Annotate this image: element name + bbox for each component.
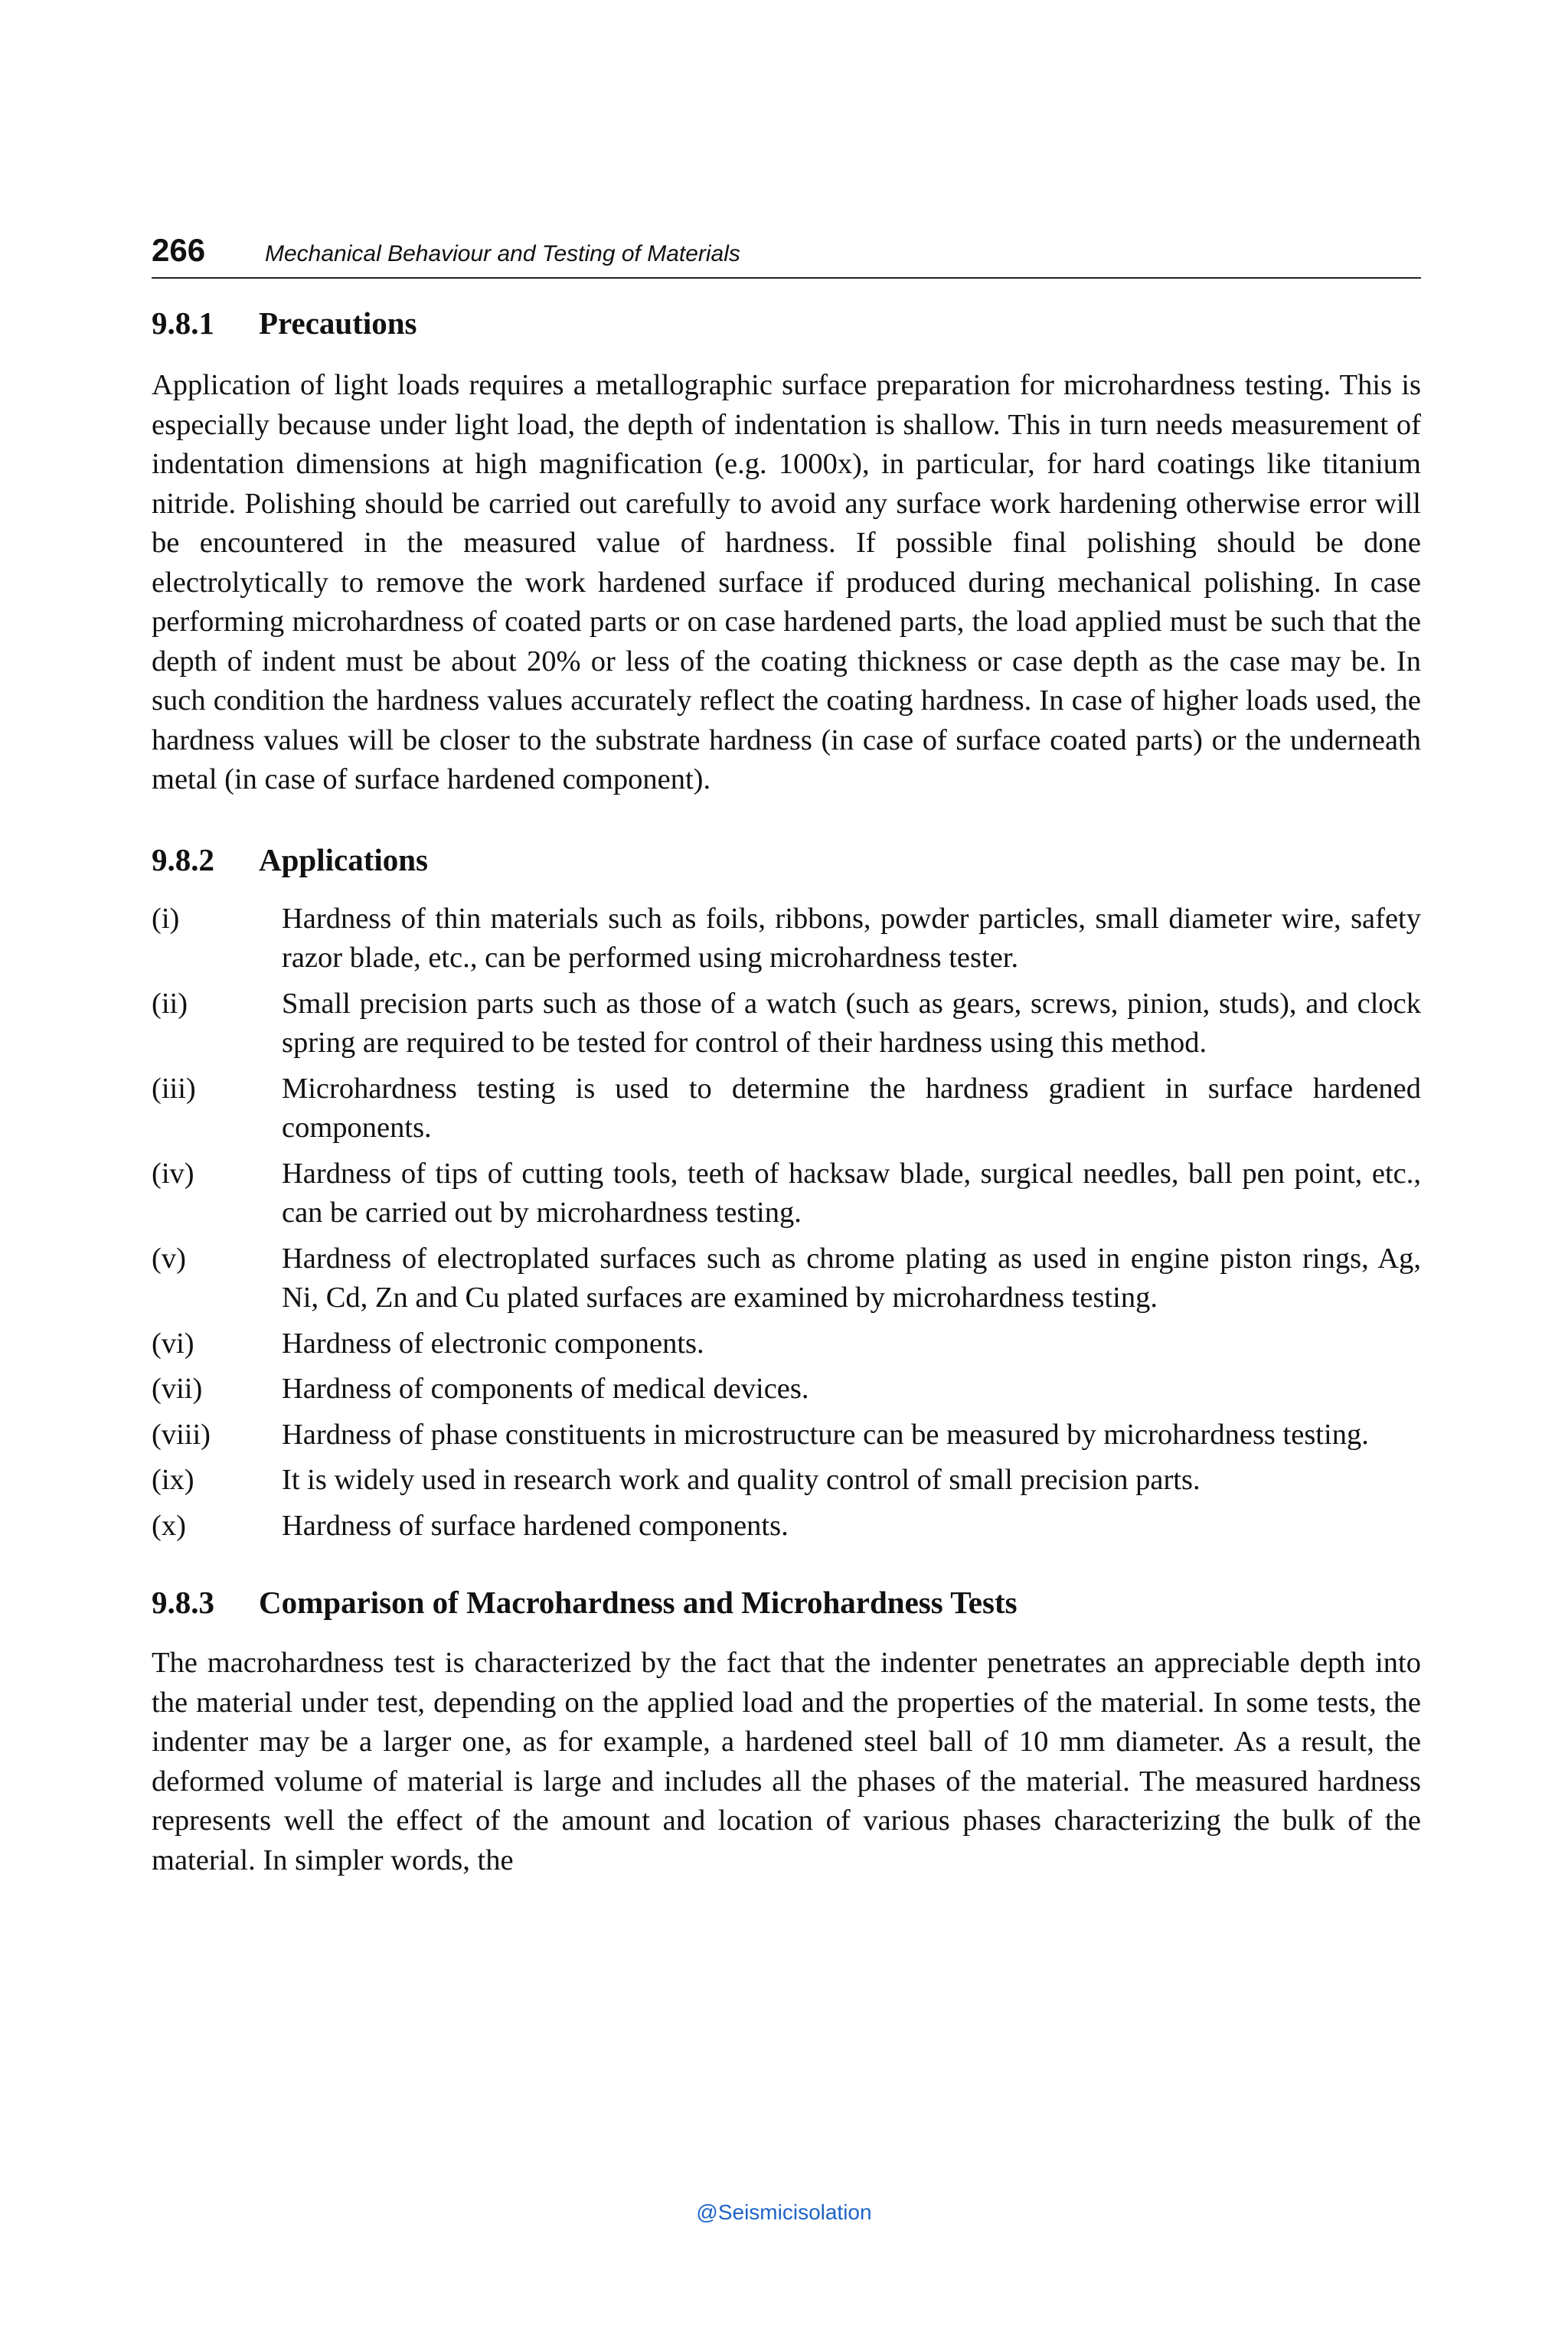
list-marker: (iii) xyxy=(152,1072,196,1105)
list-item-text: Hardness of tips of cutting tools, teeth of hacksaw blade, surgical needles, ball pen point, etc., can be carried out by microhardness testing. xyxy=(282,1157,1421,1229)
section-title: Applications xyxy=(259,841,428,877)
list-item xyxy=(152,1461,1421,1501)
list-item xyxy=(152,985,1421,1063)
list-item-text: Hardness of phase constituents in microstructure can be measured by microhardness testing. xyxy=(282,1418,1369,1451)
list-item-text: Hardness of components of medical devices. xyxy=(282,1373,809,1405)
section-heading-comparison xyxy=(152,1581,1421,1624)
section-number: 9.8.2 xyxy=(152,841,214,877)
list-item-text: It is widely used in research work and quality control of small precision parts. xyxy=(282,1464,1200,1496)
section-number: 9.8.3 xyxy=(152,1585,214,1620)
list-item-text: Hardness of surface hardened components. xyxy=(282,1509,789,1542)
list-item xyxy=(152,1070,1421,1148)
page-header xyxy=(152,228,1421,279)
page-body xyxy=(152,302,1421,1880)
list-item-text: Small precision parts such as those of a watch (such as gears, screws, pinion, studs), and clock spring are required to be tested for control of their hardness using this method. xyxy=(282,987,1421,1059)
precautions-paragraph: Application of light loads requires a metallographic surface preparation for microhardness testing. This is especially because under light load, the depth of indentation is shallow. This in turn needs measurement of indentation dimensions at high magnification (e.g. 1000x), in particular, for hard coatings like titanium nitride. Polishing should be carried out carefully to avoid any surface work hardening otherwise error will be encountered in the measured value of hardness. If possible final polishing should be done electrolytically to remove the work hardened surface if produced during mechanical polishing. In case performing microhardness of coated parts or on case hardened parts, the load applied must be such that the depth of indent must be about 20% or less of the coating thickness or case depth as the case may be. In such condition the hardness values accurately reflect the coating hardness. In case of higher loads used, the hardness values will be closer to the substrate hardness (in case of surface coated parts) or the underneath metal (in case of surface hardened component). xyxy=(152,369,1421,795)
section-title: Comparison of Macrohardness and Microhardness Tests xyxy=(259,1585,1018,1620)
watermark-text: @Seismicisolation xyxy=(696,2200,872,2224)
list-item-text: Hardness of electronic components. xyxy=(282,1327,704,1360)
watermark xyxy=(0,2200,1568,2225)
page-number: 266 xyxy=(152,232,206,268)
comparison-paragraph: The macrohardness test is characterized by the fact that the indenter penetrates an appreciable depth into the material under test, depending on the applied load and the properties of the material. In some tests, the indenter may be a larger one, as for example, a hardened steel ball of 10 mm diameter. As a result, the deformed volume of material is large and includes all the phases of the material. The measured hardness represents well the effect of the amount and location of various phases characterizing the bulk of the material. In simpler words, the xyxy=(152,1647,1421,1876)
list-item-text: Hardness of thin materials such as foils, ribbons, powder particles, small diameter wire, safety razor blade, etc., can be performed using microhardness tester. xyxy=(282,902,1421,974)
list-marker: (ii) xyxy=(152,987,188,1020)
list-item xyxy=(152,900,1421,978)
list-marker: (iv) xyxy=(152,1157,194,1190)
list-marker: (vi) xyxy=(152,1327,194,1360)
section-title: Precautions xyxy=(259,305,417,341)
list-marker: (viii) xyxy=(152,1418,211,1451)
list-marker: (x) xyxy=(152,1509,186,1542)
list-item xyxy=(152,1239,1421,1318)
section-heading-precautions xyxy=(152,302,1421,345)
section-number: 9.8.1 xyxy=(152,305,214,341)
section-heading-applications xyxy=(152,838,1421,881)
list-marker: (v) xyxy=(152,1242,186,1275)
list-item xyxy=(152,1416,1421,1455)
list-marker: (ix) xyxy=(152,1464,194,1496)
applications-list xyxy=(152,900,1421,1546)
list-item-text: Hardness of electroplated surfaces such as chrome plating as used in engine piston rings, Ag, Ni, Cd, Zn and Cu plated surfaces are examined by microhardness testing. xyxy=(282,1242,1421,1314)
list-marker: (vii) xyxy=(152,1373,203,1405)
list-item-text: Microhardness testing is used to determine the hardness gradient in surface hardened components. xyxy=(282,1072,1421,1144)
list-item xyxy=(152,1154,1421,1233)
list-item xyxy=(152,1507,1421,1546)
list-marker: (i) xyxy=(152,902,180,935)
list-item xyxy=(152,1324,1421,1364)
list-item xyxy=(152,1370,1421,1409)
running-title: Mechanical Behaviour and Testing of Materials xyxy=(265,241,740,266)
